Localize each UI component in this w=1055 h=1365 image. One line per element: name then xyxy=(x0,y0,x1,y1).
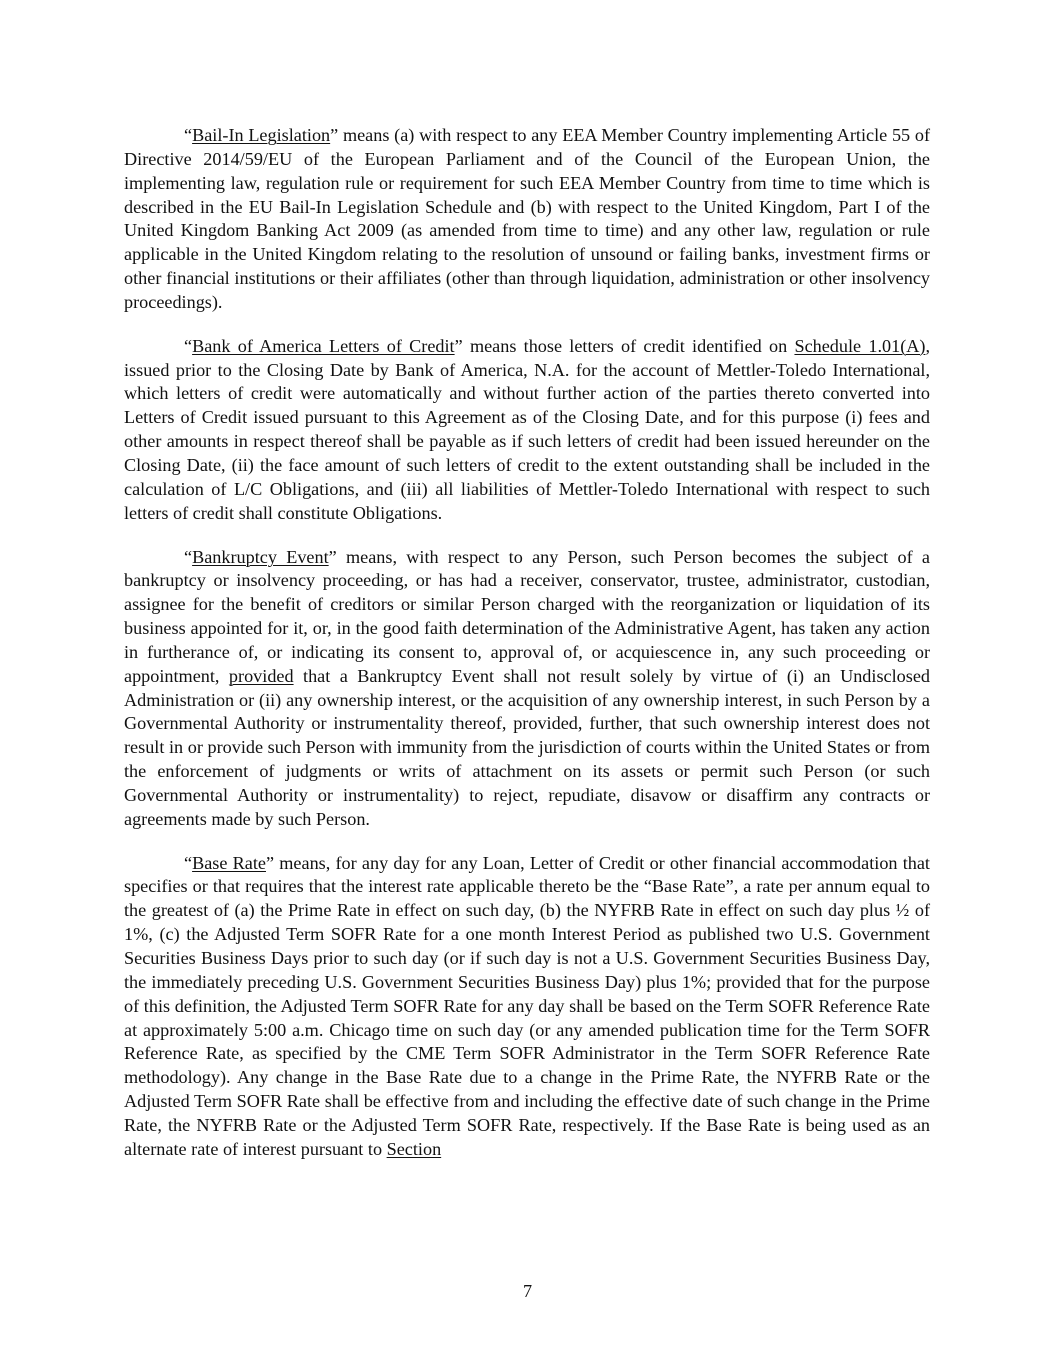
close-quote: ” xyxy=(454,335,463,356)
open-quote: “ xyxy=(184,125,193,145)
definition-text: that a Bankruptcy Event shall not result solely by virtue of (i) an Undisclosed Administration or (ii) any ownership interest, or the acquisition of any ownership interest, in such Person by a Governmental Authority or instrumentality thereof, provided, further, that such ownership interest does not result in or provide such Person with immunity from the jurisdiction of courts within the United States or from the enforcement of judgments or writs of attachment on its assets or permit such Person (or such Governmental Authority or instrumentality) to reject, repudiate, disavow or disaffirm any contracts or agreements made by such Person. xyxy=(124,665,930,829)
close-quote: ” xyxy=(328,546,337,567)
defined-term: Bankruptcy Event xyxy=(192,546,329,567)
defined-term: Bail-In Legislation xyxy=(192,125,331,145)
proviso-term: provided xyxy=(228,665,294,686)
definition-paragraph xyxy=(124,546,930,832)
open-quote: “ xyxy=(184,335,193,356)
definition-text: means, with respect to any Person, such Person becomes the subject of a bankruptcy or insolvency proceeding, or has had a receiver, conservator, trustee, administrator, custodian, assignee for the benefit of creditors or similar Person charged with the reorganization or liquidation of its business appointed for it, or, in the good faith determination of the Administrative Agent, has taken any action in furtherance of, or indicating its consent to, approval of, or acquiescence in, any such proceeding or appointment, xyxy=(124,546,931,686)
close-quote: ” xyxy=(330,125,339,145)
section-reference: Section xyxy=(386,1138,442,1159)
definition-text: , issued prior to the Closing Date by Bank of America, N.A. for the account of Mettler-Toledo International, which letters of credit were automatically and without further action of the parties thereto converted into Letters of Credit issued pursuant to this Agreement as of the Closing Date, and for this purpose (i) fees and other amounts in respect thereof shall be payable as if such letters of credit had been issued hereunder on the Closing Date, (ii) the face amount of such letters of credit to the extent outstanding shall be included in the calculation of L/C Obligations, and (iii) all liabilities of Mettler-Toledo International with respect to such letters of credit shall constitute Obligations. xyxy=(124,335,930,523)
definition-text: means those letters of credit identified on xyxy=(462,335,795,356)
defined-term: Bank of America Letters of Credit xyxy=(192,335,455,356)
definition-paragraph xyxy=(124,852,930,1162)
definition-text: means, for any day for any Loan, Letter of Credit or other financial accommodation that specifies or that requires that the interest rate applicable thereto be the “Base Rate”, a rate per annum equal to the greatest of (a) the Prime Rate in effect on such day, (b) the NYFRB Rate in effect on such day plus ½ of 1%, (c) the Adjusted Term SOFR Rate for a one month Interest Period as published two U.S. Government Securities Business Days prior to such day (or if such day is not a U.S. Government Securities Business Day, the immediately preceding U.S. Government Securities Business Day) plus 1%; provided that for the purpose of this definition, the Adjusted Term SOFR Rate for any day shall be based on the Term SOFR Reference Rate at approximately 5:00 a.m. Chicago time on such day (or any amended publication time for the Term SOFR Reference Rate, as specified by the CME Term SOFR Administrator in the Term SOFR Reference Rate methodology). Any change in the Base Rate due to a change in the Prime Rate, the NYFRB Rate or the Adjusted Term SOFR Rate shall be effective from and including the effective date of such change in the Prime Rate, the NYFRB Rate or the Adjusted Term SOFR Rate, respectively. If the Base Rate is being used as an alternate rate of interest pursuant to xyxy=(124,852,930,1159)
page-number: 7 xyxy=(522,1281,533,1301)
definition-paragraph xyxy=(124,124,930,315)
open-quote: “ xyxy=(184,852,193,873)
definition-text: means (a) with respect to any EEA Member Country implementing Article 55 of Directive 2014/59/EU of the European Parliament and of the Council of the European Union, the implementing law, regulation rule or requirement for such EEA Member Country from time to time which is described in the EU Bail-In Legislation Schedule and (b) with respect to the United Kingdom, Part I of the United Kingdom Banking Act 2009 (as amended from time to time) and any other law, regulation or rule applicable in the United Kingdom relating to the resolution of unsound or failing banks, investment firms or other financial institutions or their affiliates (other than through liquidation, administration or other insolvency proceedings). xyxy=(124,125,931,312)
document-body xyxy=(124,124,930,1182)
open-quote: “ xyxy=(184,546,193,567)
schedule-reference: Schedule 1.01(A) xyxy=(794,335,926,356)
defined-term: Base Rate xyxy=(192,852,266,873)
definition-paragraph xyxy=(124,335,930,526)
close-quote: ” xyxy=(265,852,275,873)
